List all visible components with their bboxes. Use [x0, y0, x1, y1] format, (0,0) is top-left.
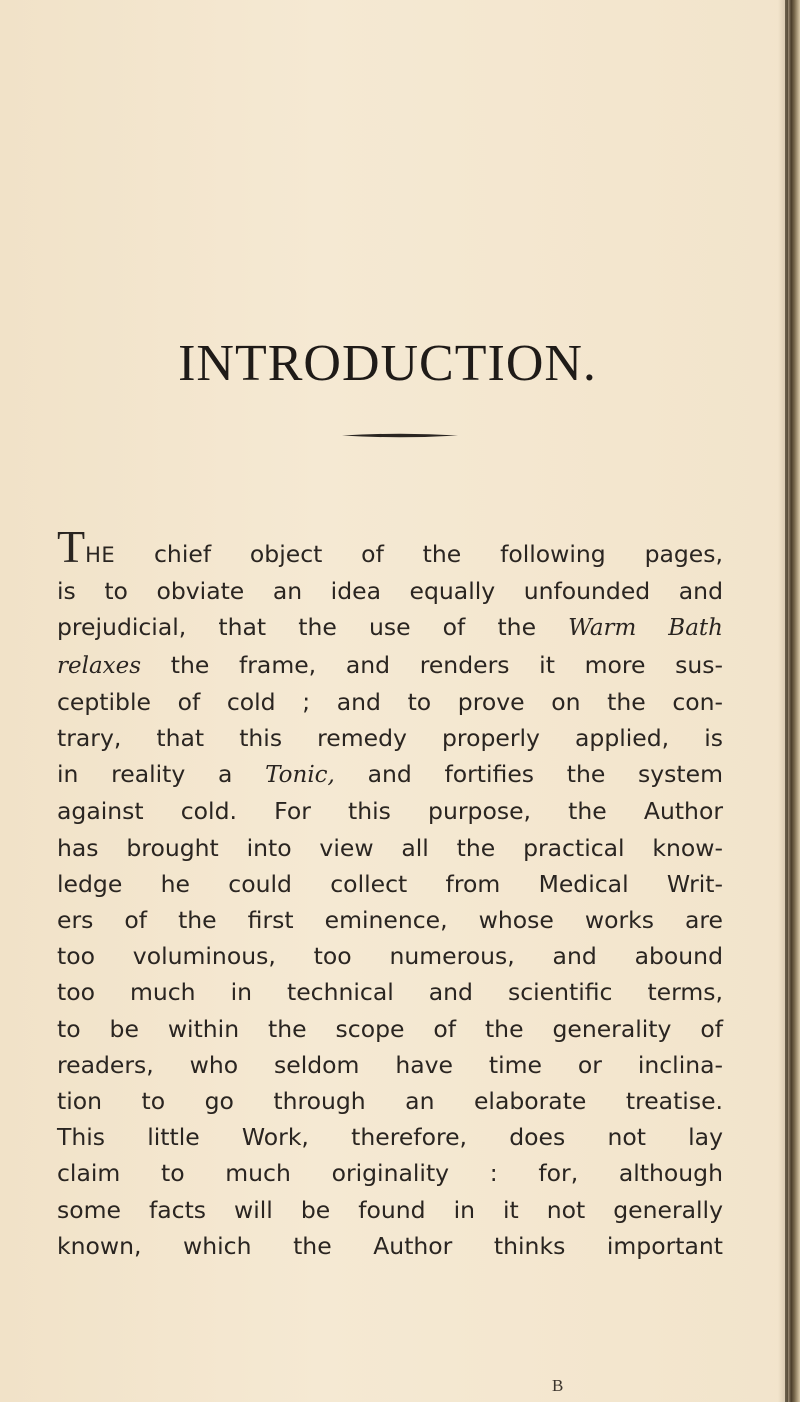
text-line-4: relaxes the frame, and renders it more sus- [57, 650, 723, 679]
binding-edge [785, 0, 788, 1402]
page-edge-shadow [778, 0, 800, 1402]
introduction-paragraph [57, 521, 757, 1264]
text-line-16: tion to go through an elaborate treatise. [57, 1087, 723, 1116]
text-line-18: claim to much originality : for, although [57, 1159, 723, 1188]
signature-mark: B [552, 1376, 564, 1395]
text-line-12: too voluminous, too numerous, and abound [57, 942, 723, 971]
text-line-8: against cold. For this purpose, the Author [57, 797, 723, 826]
text-line-5: ceptible of cold ; and to prove on the con- [57, 687, 723, 716]
text-line-15: readers, who seldom have time or inclina- [57, 1050, 723, 1079]
small-caps-word: HE [85, 543, 116, 567]
text-line-6: trary, that this remedy properly applied, is [57, 724, 723, 753]
text-line-9: has brought into view all the practical know- [57, 833, 723, 862]
italic-term: relaxes [57, 652, 142, 679]
text-line-10: ledge he could collect from Medical Writ- [57, 869, 723, 898]
text-line-2: is to obviate an idea equally unfounded and [57, 577, 723, 606]
text-line-1: THE chief object of the following pages, [57, 521, 723, 572]
text-line-14: to be within the scope of the generality of [57, 1014, 723, 1043]
text-line-19: some facts will be found in it not generally [57, 1195, 723, 1224]
ornamental-rule [342, 433, 458, 438]
text-line-3: prejudicial, that the use of the Warm Bath [57, 613, 723, 642]
italic-term: Tonic, [265, 762, 335, 789]
text-line-13: too much in technical and scientific terms, [57, 978, 723, 1007]
text-line-17: This little Work, therefore, does not lay [57, 1123, 723, 1152]
text-line-7: in reality a Tonic, and fortifies the system [57, 760, 723, 789]
chapter-heading: INTRODUCTION. [178, 335, 597, 392]
text-line-20: known, which the Author thinks important [57, 1231, 723, 1260]
text-line-11: ers of the first eminence, whose works are [57, 906, 723, 935]
italic-term: Warm Bath [568, 615, 723, 642]
drop-cap: T [57, 521, 86, 572]
